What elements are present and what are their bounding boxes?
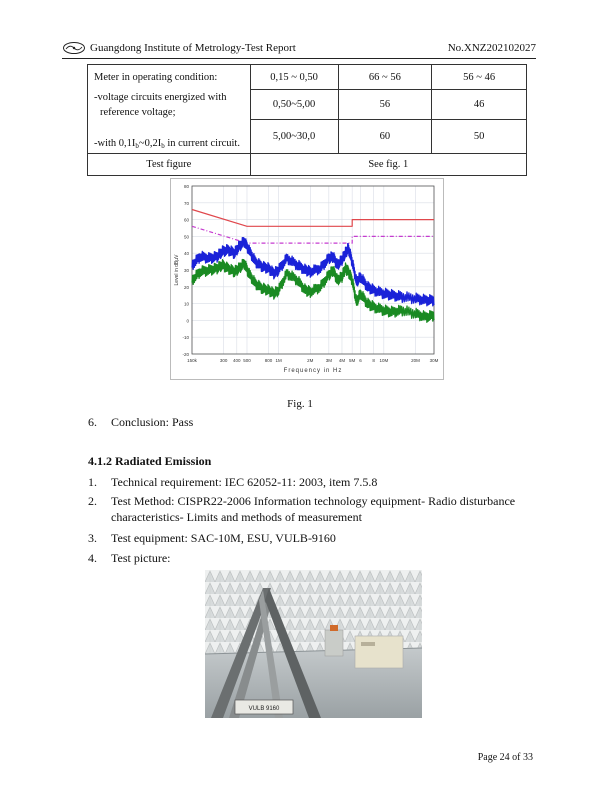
condition-voltage: -voltage circuits energized with (94, 91, 227, 103)
table-cell: 66 ~ 56 (338, 65, 432, 90)
table-cell: 5,00~30,0 (250, 120, 338, 154)
y-tick-label: 80 (183, 184, 189, 189)
table-cell: 0,15 ~ 0,50 (250, 65, 338, 90)
x-tick-label: 30M (429, 358, 439, 363)
conducted-emission-chart (170, 178, 444, 380)
x-axis-label: Frequency in Hz (283, 368, 343, 374)
y-tick-label: 0 (186, 318, 189, 324)
y-tick-label: 30 (183, 268, 189, 273)
subscript-b: b (161, 142, 165, 150)
item-number: 4. (88, 551, 97, 565)
x-tick-label: 500 (243, 358, 251, 363)
x-tick-label: 4M (338, 358, 346, 363)
table-cell: 56 (338, 90, 432, 120)
x-tick-label: 10M (379, 358, 389, 363)
y-axis-label: Level in dBµV (174, 254, 180, 286)
x-tick-label: 8 (372, 358, 375, 363)
current-high: ~0,2I (138, 138, 162, 149)
y-tick-label: 70 (183, 200, 189, 206)
report-number: No.XNZ202102027 (447, 42, 536, 54)
condition-line-3 (88, 120, 251, 154)
condition-reference: reference voltage; (100, 106, 176, 118)
current-suffix: in current circuit. (164, 138, 240, 149)
antenna-label: VULB 9160 (248, 706, 280, 712)
table-cell: 0,50~5,00 (250, 90, 338, 120)
current-low: -with 0,1I (94, 138, 136, 149)
test-chamber-photo (205, 570, 422, 718)
item-text: Test equipment: SAC-10M, ESU, VULB-9160 (111, 531, 336, 545)
condition-line-1: Meter in operating condition: (88, 65, 251, 90)
x-tick-label: 6 (359, 358, 362, 363)
x-tick-label: 800 (264, 358, 273, 363)
item-text: Technical requirement: IEC 62052-11: 2003, item 7.5.8 (111, 475, 378, 489)
table-cell: 60 (338, 120, 432, 154)
section-heading: 4.1.2 Radiated Emission (88, 454, 212, 468)
institute-logo-icon (62, 41, 86, 55)
operating-conditions-table (87, 64, 527, 176)
table-cell: 46 (432, 90, 527, 120)
item-text: Test picture: (111, 551, 171, 565)
report-title: Guangdong Institute of Metrology-Test Report (90, 42, 296, 54)
page-footer: Page 24 of 33 (477, 752, 533, 763)
subscript-b: b (135, 142, 139, 150)
y-tick-label: 20 (183, 284, 189, 290)
figure-caption: Fig. 1 (287, 398, 313, 410)
test-figure-value: See fig. 1 (250, 154, 526, 176)
chart-svg (170, 178, 444, 380)
item-text: Test Method: CISPR22-2006 Information technology equipment- Radio disturbance (111, 494, 516, 508)
item-text: Conclusion: Pass (111, 415, 194, 429)
item-text-continued: characteristics- Limits and methods of measurement (111, 510, 362, 524)
y-tick-label: 10 (183, 301, 189, 307)
test-figure-label: Test figure (88, 154, 251, 176)
table-cell: 50 (432, 120, 527, 154)
x-tick-label: 1M (275, 358, 282, 363)
item-number: 6. (88, 415, 97, 429)
item-number: 2. (88, 494, 97, 508)
item-number: 1. (88, 475, 97, 489)
y-tick-label: -10 (182, 335, 189, 341)
y-tick-label: 40 (183, 251, 189, 257)
page-header (62, 40, 536, 59)
condition-line-2 (88, 90, 251, 120)
y-tick-label: 60 (183, 217, 189, 223)
x-tick-label: 20M (411, 358, 420, 363)
x-tick-label: 5M (349, 358, 356, 363)
x-tick-label: 300 (219, 358, 228, 363)
anechoic-chamber-illustration (205, 570, 422, 718)
x-tick-label: 400 (233, 358, 241, 363)
x-tick-label: 2M (307, 358, 314, 363)
y-tick-label: -20 (182, 352, 189, 357)
y-tick-label: 50 (183, 234, 189, 240)
item-number: 3. (88, 531, 97, 545)
table-cell: 56 ~ 46 (432, 65, 527, 90)
x-tick-label: 150k (187, 358, 197, 363)
x-tick-label: 3M (325, 358, 332, 363)
